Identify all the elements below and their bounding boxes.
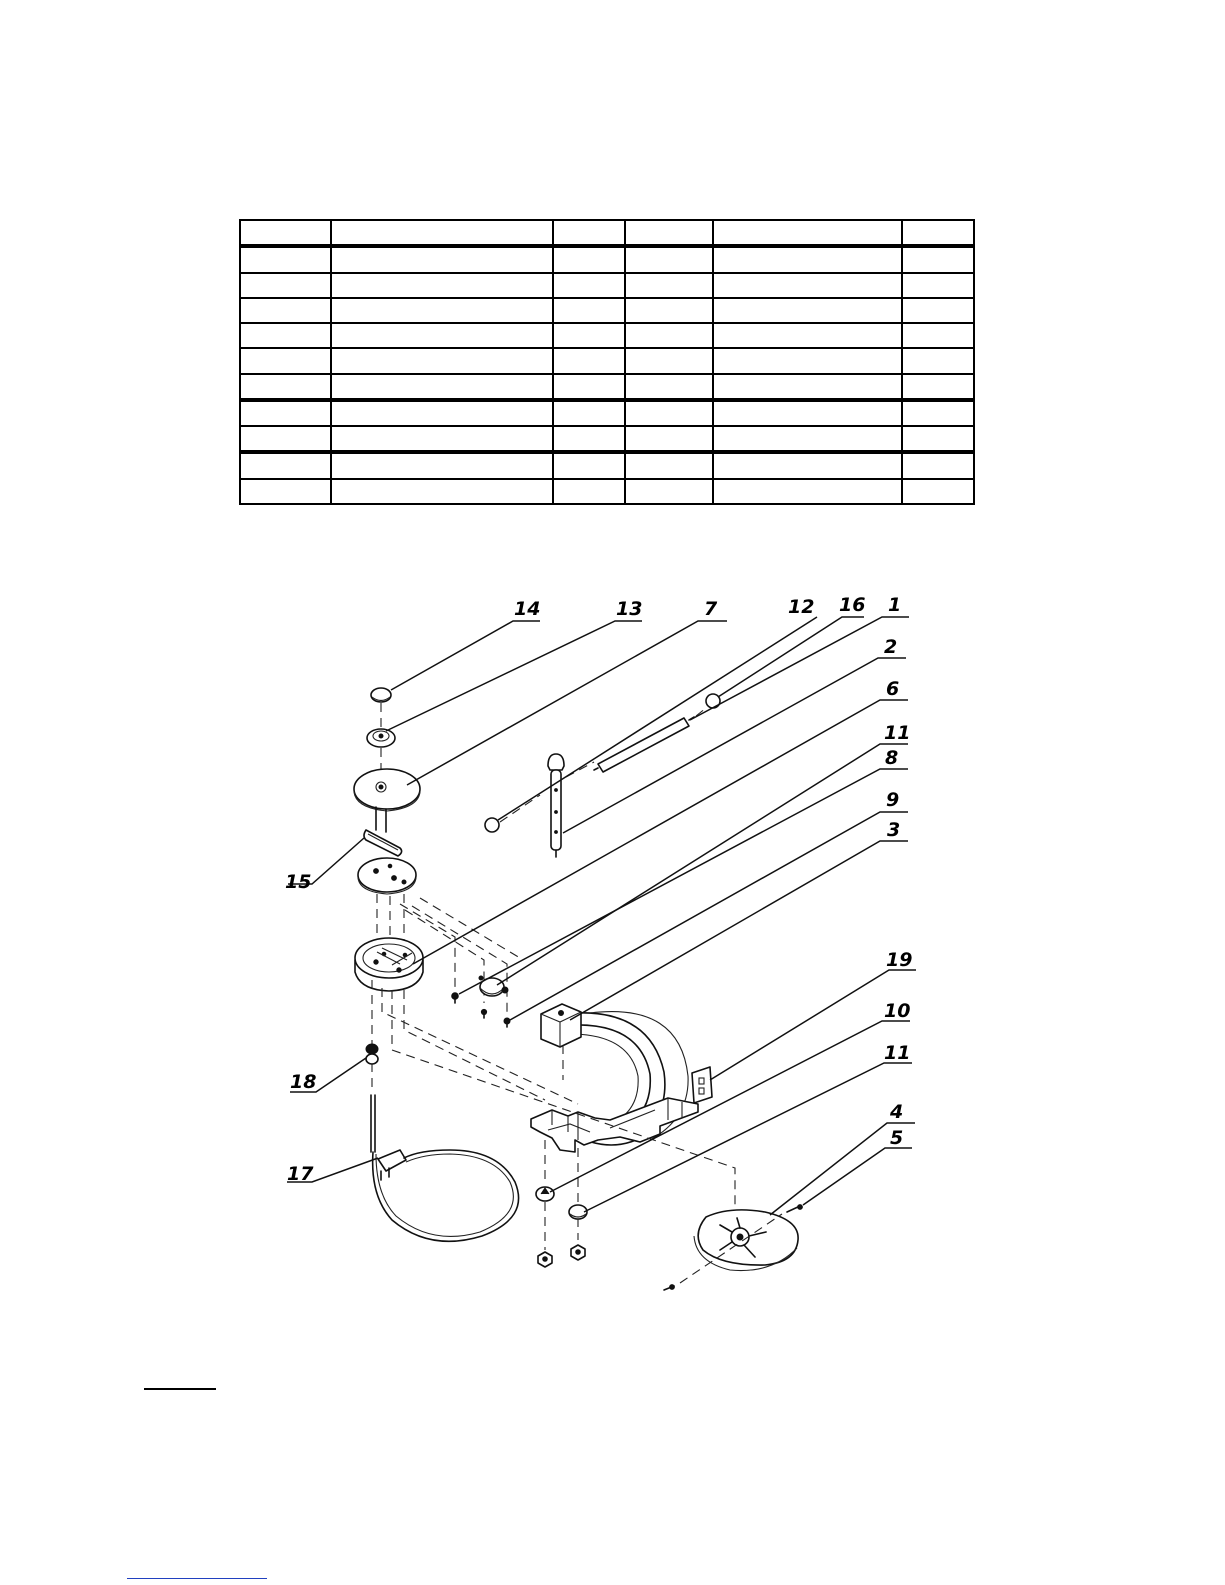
pivot-ball: [485, 818, 499, 832]
footer-link-underline: [127, 1578, 267, 1579]
callout-3: 3: [887, 819, 901, 841]
callout-10: 10: [884, 1000, 911, 1022]
small-screws: [452, 993, 510, 1027]
callout-2: 2: [884, 636, 898, 658]
part-11-thermostat: [479, 976, 508, 996]
part-11-nut: [571, 1245, 585, 1260]
callout-16: 16: [839, 594, 866, 616]
callout-11-bottom: 11: [884, 1042, 911, 1064]
callout-13: 13: [616, 598, 643, 620]
part-13-knob: [367, 729, 395, 747]
part-4-base-plate: [694, 1210, 798, 1271]
part-16-ball: [706, 694, 720, 708]
callout-14: 14: [514, 598, 541, 620]
callout-11-top: 11: [884, 722, 911, 744]
callout-19: 19: [886, 949, 913, 971]
stand-block: [541, 1004, 581, 1047]
part-17-power-cord: [371, 1095, 519, 1241]
callout-7: 7: [704, 598, 718, 620]
part-2-heating-element: [548, 754, 564, 857]
part-18-grommet: [366, 1044, 378, 1064]
callout-1: 1: [888, 594, 902, 616]
callout-4: 4: [890, 1101, 904, 1123]
callout-17: 17: [287, 1163, 314, 1185]
notes-heading-underline: [144, 1388, 216, 1390]
mount-plate: [358, 858, 416, 894]
callout-15: 15: [285, 871, 312, 893]
part-14-cap: [371, 688, 391, 702]
part-10-nut: [538, 1252, 552, 1267]
part-19-switch-box: [692, 1067, 712, 1103]
callout-5: 5: [890, 1127, 904, 1149]
part-12-rod: [594, 717, 694, 772]
base-housing: [355, 938, 423, 991]
part-15-spring-clip: [364, 830, 402, 856]
callout-9: 9: [886, 789, 900, 811]
callout-18: 18: [290, 1071, 317, 1093]
callout-8: 8: [885, 747, 899, 769]
part-10-foot: [536, 1187, 554, 1201]
callout-12: 12: [788, 596, 815, 618]
callout-6: 6: [886, 678, 900, 700]
part-7-top-plate: [354, 769, 420, 832]
